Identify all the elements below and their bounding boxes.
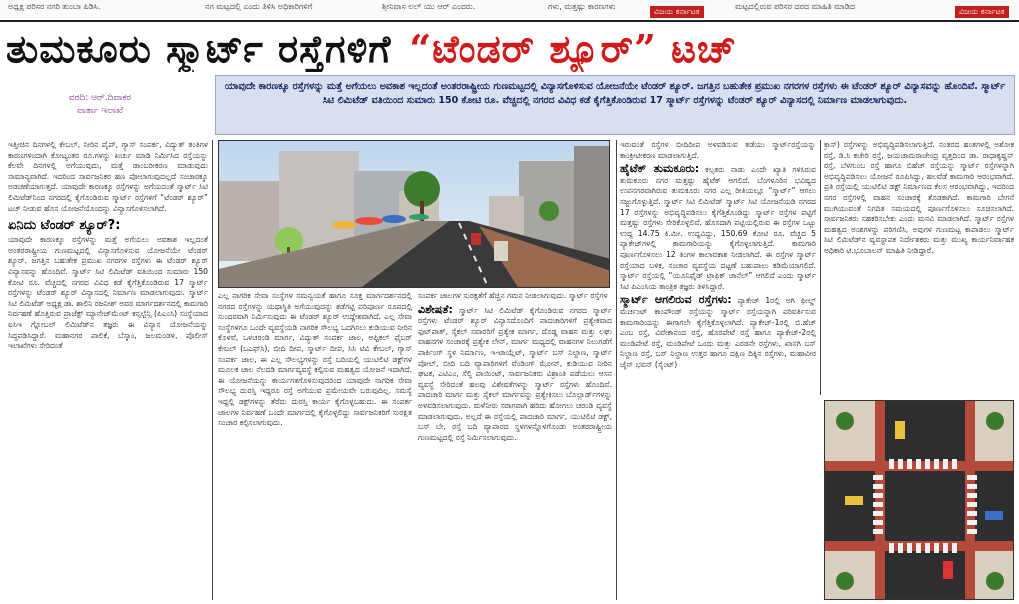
top-fragment: ನಗ ಮಟ್ಟದಲ್ಲಿ ಎಂದು ತಿಳಿಸಿ ಅಧಿಕಾರಿಗಳಿಗೆ: [205, 2, 313, 11]
column-divider: [616, 140, 617, 600]
intersection-photo: [824, 400, 1014, 600]
paragraph: ಯಾವುದೇ ಕಾರಣಕ್ಕೂ ರಸ್ತೆಗಳನ್ನು ಮತ್ತೆ ಅಗೆಯಲು ಅವಕಾಶ ಇಲ್ಲದಂತೆ ಅಂತರರಾಷ್ಟ್ರೀಯ ಗುಣಮಟ್ಟದಲ್ಲಿ ವಿನ್ಯಾಸಗೊಳಿಸುವ ಯೋಜನೆಯೇ ಟೆಂಡರ್ ಶ್ಯೂರ್. ಜಗತ್ತಿನ ಬಹುತೇಕ ಪ್ರಮುಖ ನಗರಗಳ ರಸ್ತೆಗಳು ಈ ಟೆಂಡರ್ ಶ್ಯೂರ್ ವಿನ್ಯಾಸವನ್ನು ಹೊಂದಿವೆ. ಸ್ಮಾರ್ಟ್ ಸಿಟಿ ಲಿಮಿಟೆಡ್ ವತಿಯಿಂದ ಸುಮಾರು 150 ಕೋಟಿ ರೂ. ವೆಚ್ಚದಲ್ಲಿ ನಗರದ ವಿವಿಧ ಕಡೆ ಕೈಗೆತ್ತಿಕೊಂಡಿರುವ 17 ಸ್ಮಾರ್ಟ್ ರಸ್ತೆಗಳನ್ನು ಟೆಂಡರ್ ಶ್ಯೂರ್ ವಿನ್ಯಾಸದಲ್ಲಿ ನಿರ್ಮಾಣ ಮಾಡಲಾಗುವುದು. ಸ್ಮಾರ್ಟ್ ಸಿಟಿ ಲಿಮಿಟೆಡ್ ಅಧ್ಯಕ್ಷ ಡಾ. ಶಾಲಿನಿ ರಜನೀಶ್ ಅವರ ಮಾರ್ಗದರ್ಶನದಲ್ಲಿ ಕಾಮಗಾರಿ ನಿರ್ವಹಣೆ ಹೊತ್ತಿರುವ ಪ್ರಾಜೆಕ್ಟ್ ಮ್ಯಾನೇಜ್‌ಮೆಂಟ್ ಕನ್ಸಲ್ಟೆನ್ಸಿ (ಪಿಎಂಸಿ) ಸಂಸ್ಥೆಯಾದ ಐಸಿಇ ಗ್ಲೋಬಲ್ ಲಿಮಿಟೆಡ್‌ನ ತಜ್ಞರು ಈ ವಿನ್ಯಾಸ ಯೋಜನೆಯನ್ನು ಸಿದ್ಧಪಡಿಸಿದ್ದಾರೆ. ಮಹಾನಗರ ಪಾಲಿಕೆ, ಬೆಸ್ಕಾಂ, ಜಲಮಂಡಳಿ, ಪೊಲೀಸ್ ಇಲಾಖೆಗಳು ಸೇರಿದಂತೆ: [8, 235, 208, 351]
column-5: [824, 140, 1014, 395]
top-fragment: ಶ್ರೀನಿವಾಸ ಲಲ್ ಯು ಆರ್ ಎಂದರು.: [382, 2, 476, 11]
street-photo: [218, 140, 610, 288]
intersection-render-image: [825, 401, 1014, 600]
headline-main: ತುಮಕೂರು ಸ್ಮಾರ್ಟ್ ರಸ್ತೆಗಳಿಗೆ: [6, 26, 392, 71]
paragraph: ಇರುವಂತೆ ರಸ್ತೆಗಳ ಬೀದಿದೀಪ ಅಳವಡಿಸುವ ತಡೆಯು ಸ್ಮಾರ್ಟ್‌ರಸ್ತೆಯನ್ನು ಕಾಂಕ್ರೀಟೀಕರಣ ಮಾಡಲಾಗುತ್ತಿದೆ.: [620, 140, 816, 160]
subheading: ಹೈಟೆಕ್ ತುಮಕೂರು:: [620, 162, 700, 176]
paragraph: ಕಲ್ಪತರು ನಾಡು ಎಂದೇ ಖ್ಯಾತಿ ಗಳಿಸಿರುವ ತುಮಕೂರು ನಗರ ಮತ್ತಷ್ಟು ಹೈಟೆಕ್ ಆಗಲಿದೆ. ಬೆಂಗಳೂರಿನ ಭವಿಷ್ಯದ ಉಪನಗರವಾಗಿರುವ ತುಮಕೂರು ನಗರ ಎಲ್ಲ ರೀತಿಯಲ್ಲೂ “ಸ್ಮಾರ್ಟ್” ಆಗಲು ಸಜ್ಜುಗೊಳ್ಳುತ್ತಿದೆ. ಸ್ಮಾರ್ಟ್ ಸಿಟಿ ಲಿಮಿಟೆಡ್ ಸ್ಮಾರ್ಟ್ ಸಿಟಿ ಯೋಜನೆಯಡಿ ನಗರದ 17 ರಸ್ತೆಗಳನ್ನು ಅಭಿವೃದ್ಧಿಪಡಿಸಲು ಕೈಗೆತ್ತಿಕೊಂಡಿದ್ದು ಸ್ಮಾರ್ಟ್ ರಸ್ತೆಗಳ ಪಟ್ಟಿಗೆ ಮತ್ತಷ್ಟು ರಸ್ತೆಗಳು ಸೇರಿಕೊಳ್ಳಲಿವೆ. ಹೊಸದಾಗಿ ಪಟ್ಟಿಯಲ್ಲಿರುವ ಈ ರಸ್ತೆಗಳ ಒಟ್ಟು ಉದ್ದ 14.75 ಕಿ.ಮೀ. ಉದ್ದವಿದ್ದು, 150.69 ಕೋಟಿ ರೂ. ವೆಚ್ಚದ 5 ಪ್ಯಾಕೇಜ್‌ಗಳಲ್ಲಿ ಕಾಮಗಾರಿಯನ್ನು ಕೈಗೊಳ್ಳಲಾಗುತ್ತಿದೆ. ಕಾಮಗಾರಿ ಪೂರ್ಣಗೊಳಿಸಲು 12 ತಿಂಗಳ ಕಾಲಾವಕಾಶ ನೀಡಲಾಗಿದೆ. ಈ ರಸ್ತೆಗಳ ಸ್ಮಾರ್ಟ್ ರಸ್ತೆಯಾದ ಬಳಿಕ, ಸಂಚಾರ ವ್ಯವಸ್ಥೆಯ ದಟ್ಟಣೆ ಬಹುಪಾಲು ಕಡಿಮೆಯಾಗಲಿದೆ. ಸ್ಮಾರ್ಟ್ ರಸ್ತೆಯಲ್ಲಿ “ಯೂನಿಫೈಡ್ ಟ್ರಾಫಿಕ್ ಚಾನೆಲ್” ಆಗಲಿದೆ ಎಂದು ಸ್ಮಾರ್ಟ್ ಸಿಟಿ ಪಿಎಂಸಿಯ ತಾಂತ್ರಿಕ ತಜ್ಞರು ತಿಳಿಸಿದ್ದಾರೆ.: [620, 165, 816, 291]
street-render-image: [219, 141, 610, 288]
byline: [30, 92, 170, 118]
photo-caption-text: ಎಲ್ಲ ನಾಗರಿಕ ಸೇವಾ ಸಂಸ್ಥೆಗಳ ಸಮನ್ವಯತೆ ಹಾಗೂ ಸೂಕ್ತ ಮಾರ್ಗದರ್ಶನದಲ್ಲಿ ನಗರದ ರಸ್ತೆಗಳನ್ನು ಯಥಾಸ್ಥಿತಿ ಅಗೆಯುವುದನ್ನು ತಡೆಗಟ್ಟಿ ಪರಿಪೂರ್ಣ ರೂಪದಲ್ಲಿ ಸುಂದರವಾಗಿ ನಿರ್ಮಿಸುವುದು ಈ ಟೆಂಡರ್ ಶ್ಯೂರ್ ಉದ್ದೇಶವಾಗಿದೆ. ಎಲ್ಲ ಸೇವಾ ಸಂಸ್ಥೆಗಳಿಗೂ ಒಂದೇ ವ್ಯವಸ್ಥೆಯಡಿ ನಾಗರಿಕ ಸೌಲಭ್ಯ ಒದಗಿಸಲು ಕುಡಿಯುವ ನೀರಿನ ಕೊಳವೆ, ಒಳಚರಂಡಿ ಮಾರ್ಗ, ವಿದ್ಯುತ್ ಸಂಪರ್ಕ ಜಾಲ, ಆಪ್ಟಿಕಲ್ ಫೈಬರ್ ಕೇಬಲ್ (ಒಎಫ್‌ಸಿ), ಬೀದಿ ದೀಪ, ಸ್ಮಾರ್ಟ್ ದೀಪ, ಸಿಸಿ ಟಿವಿ ಕೇಬಲ್, ಗ್ಯಾಸ್ ಸಂಪರ್ಕ ಜಾಲ, ಈ ಎಲ್ಲ ಸೌಲಭ್ಯಗಳನ್ನು ರಸ್ತೆ ಬದಿಯಲ್ಲಿ ಯುಟಿಲಿಟಿ ಡಕ್ಟ್‌ಗಳ ಮೂಲಕ ಜಾಲ ನೆಲದಡಿ ಮಾರ್ಗವ್ಯವಸ್ಥೆ ಕಲ್ಪಿಸುವ ಮಹತ್ವದ ಯೋಜನೆ ಇದಾಗಿದೆ. ಈ ಯೋಜನೆಯನ್ನು ಕಾರ್ಯಗತಗೊಳಿಸುವುದರಿಂದ ಯಾವುದೇ ನಾಗರಿಕ ಸೇವಾ ಸೌಲಭ್ಯ ದುರಸ್ತಿ ಇದ್ದರೂ ರಸ್ತೆ ಅಗೆಯುವ ಪ್ರಮೇಯವೇ ಬರುವುದಿಲ್ಲ. ಸಮಸ್ಯೆ ಇದ್ದಲ್ಲಿ ಡಕ್ಟ್‌ಗಳನ್ನು ತೆರೆದು ದುರಸ್ತಿ ಕಾರ್ಯ ಕೈಗೊಳ್ಳಬಹುದು. ಈ ಸಂಪರ್ಕ ಜಾಲಗಳ ನಿರ್ವಹಣೆ ಒಂದೇ ಮಾರ್ಗದಲ್ಲಿ ಕೈಗೊಳ್ಳಲಿದ್ದು ಸಾರ್ವಜನಿಕರಿಗೆ ಸುರಕ್ಷಿತ ಸಂಚಾರ ಕಲ್ಪಿಸಲಾಗುವುದು.: [218, 291, 412, 428]
subheading: ಏನಿದು ಟೆಂಡರ್ ಶ್ಯೂರ್?:: [8, 218, 121, 234]
byline-department: ವಾರ್ತಾ ಇಲಾಖೆ: [76, 106, 124, 116]
subheading: ಸ್ಮಾರ್ಟ್ ಆಗಲಿರುವ ರಸ್ತೆಗಳು:: [620, 293, 732, 307]
paragraph: ಸಂಪರ್ಕ ಜಾಲಗಳ ಸುರಕ್ಷತೆಗೆ ಹೆಚ್ಚಿನ ಗಮನ ನೀಡಲಾಗುವುದು. ಸ್ಮಾರ್ಟ್ ರಸ್ತೆಗಳ: [418, 291, 608, 300]
top-fragment: ಮಟ್ಟದಲ್ಲಿರುವ ಪರಿಸರ ದರದ ಮಾಹಿತಿ ಮಾಡಿದ: [735, 2, 855, 11]
top-fragment: ಗಳು, ಮತ್ತಷ್ಟು ಕಾರಣಗಳು: [548, 2, 616, 11]
paragraph: ಪ್ಯಾಕೇಜ್ 1ರಲ್ಲಿ ಅಗಿ ಫೀಲ್ಡ್ ಮೆರ್ಚಂಟ್ ಕಾಂಪೌಂಡ್ ರಸ್ತೆಯನ್ನು ಸ್ಮಾರ್ಟ್ ರಸ್ತೆಯನ್ನಾಗಿ ಪರಿವರ್ತಿಸುವ ಕಾಮಗಾರಿಯನ್ನು ಈಗಾಗಲೇ ಕೈಗೆತ್ತಿಕೊಳ್ಳಲಾಗಿದೆ. ಪ್ಯಾಕೇಜ್-1ರಲ್ಲಿ ಬಿ.ಹೆಚ್ ಎಂಬ ರಸ್ತೆ, ವಿವೇಕಾನಂದ ರಸ್ತೆ, ಹೊರಪೇಟೆ ರಸ್ತೆ ಹಾಗೂ ಪ್ಯಾಕೇಜ್-2ರಲ್ಲಿ ಮಂಡಿಪೇಟೆ ರಸ್ತೆ, ಮಂಡಿಪೇಟೆ ಒಂದು ಮತ್ತು ಎರಡನೇ ರಸ್ತೆಗಳು, ಖಾಸಗಿ ಬಸ್ ನಿಲ್ದಾಣ ರಸ್ತೆ, ಬಸ್ ನಿಲ್ದಾಣ ಉತ್ತರ ಹಾಗೂ ದಕ್ಷಿಣ ದಿಕ್ಕಿನ ರಸ್ತೆಗಳು, ಮಹಾವೀರ ಜೈನ್ ಭವನ್ (ಸೈಂಟ್): [620, 296, 816, 369]
column-divider: [212, 140, 213, 600]
column-2: [218, 291, 412, 600]
column-1: [8, 140, 208, 600]
column-4: [620, 140, 816, 600]
intro-box: ಯಾವುದೇ ಕಾರಣಕ್ಕೂ ರಸ್ತೆಗಳನ್ನು ಮತ್ತೆ ಅಗೆಯಲು ಅವಕಾಶ ಇಲ್ಲದಂತೆ ಅಂತರರಾಷ್ಟ್ರೀಯ ಗುಣಮಟ್ಟದಲ್ಲಿ ವಿನ್ಯಾಸಗೊಳಿಸುವ ಯೋಜನೆಯೇ ಟೆಂಡರ್ ಶ್ಯೂರ್. ಜಗತ್ತಿನ ಬಹುತೇಕ ಪ್ರಮುಖ ನಗರಗಳ ರಸ್ತೆಗಳು ಈ ಟೆಂಡರ್ ಶ್ಯೂರ್ ವಿನ್ಯಾಸವನ್ನು ಹೊಂದಿವೆ. ಸ್ಮಾರ್ಟ್ ಸಿಟಿ ಲಿಮಿಟೆಡ್ ವತಿಯಿಂದ ಸುಮಾರು 150 ಕೋಟಿ ರೂ. ವೆಚ್ಚದಲ್ಲಿ ನಗರದ ವಿವಿಧ ಕಡೆ ಕೈಗೆತ್ತಿಕೊಂಡಿರುವ 17 ಸ್ಮಾರ್ಟ್ ರಸ್ತೆಗಳನ್ನು ಟೆಂಡರ್ ಶ್ಯೂರ್ ವಿನ್ಯಾಸದಲ್ಲಿ ನಿರ್ಮಾಣ ಮಾಡಲಾಗುವುದು.: [215, 75, 1015, 135]
column-divider: [820, 140, 821, 395]
paragraph: ಕ್ರಾಸ್) ರಸ್ತೆಗಳನ್ನು ಅಭಿವೃದ್ಧಿಪಡಿಸಲಾಗುತ್ತಿದೆ. ನಂತರದ ಹಂತಗಳಲ್ಲಿ ಅಶೋಕ ರಸ್ತೆ, ಡಿ.ಸಿ ಕಚೇರಿ ರಸ್ತೆ, ಜಯಚಾಮರಾಜೇಂದ್ರ ವೃತ್ತದಿಂದ ಡಾ. ರಾಧಾಕೃಷ್ಣನ್ ರಸ್ತೆ, ಬೆಳಗುಂಬ ರಸ್ತೆ ಹಾಗೂ ಬಿಹೆಚ್ ರಸ್ತೆಯನ್ನು ಸ್ಮಾರ್ಟ್ ರಸ್ತೆಗಳನ್ನಾಗಿ ಅಭಿವೃದ್ಧಿಪಡಿಸಲು ಯೋಜನೆ ರೂಪಿಸಿದ್ದು, ಹಲವೆಡೆ ಕಾಮಗಾರಿ ಆರಂಭವಾಗಿದೆ. ಪ್ರತಿ ರಸ್ತೆಯಲ್ಲಿ ಯುಟಿಲಿಟಿ ಡಕ್ಟ್ ನಿರ್ಮಾಣದ ಕೆಲಸ ಆರಂಭವಾಗಿದ್ದು, ಇದರಿಂದ ನಗರ ರಸ್ತೆಗಳಲ್ಲಿ ವಾಹನ ಸಂಚಾರಕ್ಕೆ ತೊಡಕಾಗಿದೆ. ಕಾಮಗಾರಿ ಬೇಗನೆ ಮುಗಿಯುವಂತೆ ನಿಗದಿತ ಸಮಯದಲ್ಲಿ ಪೂರ್ಣಗೊಳಿಸಲು ಸೂಚಿಸಲಾಗಿದೆ. ಸಾರ್ವಜನಿಕರು ಸಹಕರಿಸಬೇಕು ಎಂದು ಮನವಿ ಮಾಡಲಾಗಿದೆ. ಸ್ಮಾರ್ಟ್ ರಸ್ತೆಗಳ ಮಹತ್ವದ ಅಂಶಗಳನ್ನು ಪರಿಗಣಿಸಿ, ಅವುಗಳ ಗುಣಮಟ್ಟ ಕಾಪಾಡಲು ಸ್ಮಾರ್ಟ್ ಸಿಟಿ ಲಿಮಿಟೆಡ್‌ನ ವ್ಯವಸ್ಥಾಪಕ ನಿರ್ದೇಶಕರು ಮತ್ತು ಮುಖ್ಯ ಕಾರ್ಯನಿರ್ವಾಹಕ ಅಧಿಕಾರಿ ಟಿ.ಭೂಬಾಲನ್ ಮಾಹಿತಿ ನೀಡಿದ್ದಾರೆ.: [824, 140, 1014, 255]
headline: [6, 26, 1014, 72]
byline-reporter: ವರದಿ: ಆರ್.ದಿವಾಕರ: [68, 93, 132, 103]
top-strip: [0, 0, 1019, 22]
top-fragment: ಅಧ್ಯಕ್ಷ ಪರಿಸರ ನಗರಿ ತುಂಬಾ ಪಿಡಿಸಿ.: [8, 2, 101, 11]
paragraph: ಸ್ಮಾರ್ಟ್ ಸಿಟಿ ಲಿಮಿಟೆಡ್ ಕೈಗೊಂಡಿರುವ ನಗರದ ಸ್ಮಾರ್ಟ್ ರಸ್ತೆಗಳು ಟೆಂಡರ್ ಶ್ಯೂರ್ ವಿನ್ಯಾಸದೊಂದಿಗೆ ಪಾದಚಾರಿಗಳಿಗೆ ಪ್ರತ್ಯೇಕವಾದ ಫುಟ್‌ಪಾತ್, ಸೈಕಲ್ ಸವಾರರಿಗೆ ಪ್ರತ್ಯೇಕ ಮಾರ್ಗ, ದೊಡ್ಡ ವಾಹನ ಮತ್ತು ಲಘು ವಾಹನಗಳ ಸಂಚಾರಕ್ಕೆ ಪ್ರತ್ಯೇಕ ಲೇನ್, ಮಾರ್ಗ ಮಧ್ಯದಲ್ಲಿ ವಾಹನಗಳ ನಿಲುಗಡೆಗೆ ಪಾರ್ಕಿಂಗ್ ಸ್ಥಳ ನಿರ್ಮಾಣ, ಇ-ಟಾಯ್ಲೆಟ್, ಸ್ಮಾರ್ಟ್ ಬಸ್ ನಿಲ್ದಾಣ, ಸ್ಮಾರ್ಟ್ ಪೋಲ್, ಬೀದಿ ಬದಿ ವ್ಯಾಪಾರಿಗಳಿಗೆ ವೆಂಡಿಂಗ್ ಝೋನ್, ಕುಡಿಯುವ ನೀರಿನ ಘಟಕ, ಎಟಿಎಂ, ಸೆಲ್ಫಿ ಪಾಯಿಂಟ್, ಸಾರ್ವಜನಿಕರು ವಿಶ್ರಾಂತಿ ಪಡೆಯಲು ಆಸನ ವ್ಯವಸ್ಥೆ ಸೇರಿದಂತೆ ಹಲವು ವಿಶೇಷತೆಗಳನ್ನು ಸ್ಮಾರ್ಟ್ ರಸ್ತೆಗಳು ಹೊಂದಿವೆ. ಪಾದಚಾರಿ ಮಾರ್ಗ ಮತ್ತು ಸೈಕಲ್ ಮಾರ್ಗವನ್ನು ಪ್ರತ್ಯೇಕಿಸಲು ಬೊಲ್ಲಾರ್ಡ್‌ಗಳನ್ನು ಅಳವಡಿಸಲಾಗುವುದು. ಮಳೆನೀರು ಸರಾಗವಾಗಿ ಹರಿದು ಹೋಗಲು ಚರಂಡಿ ವ್ಯವಸ್ಥೆ ಮಾಡಲಾಗುವುದು. ಅಲ್ಲದೆ ಈ ರಸ್ತೆಯಲ್ಲಿ ಪಾದಚಾರಿ ಮಾರ್ಗ, ಯುಟಿಲಿಟಿ ಡಕ್ಟ್, ಬಸ್ ಬೇ, ರಸ್ತೆ ಬದಿ ವ್ಯಾಪಾರದ ಸ್ಥಳಗಳನ್ನೊಳಗೊಂಡು ಅಂತರರಾಷ್ಟ್ರೀಯ ಗುಣಮಟ್ಟದಲ್ಲಿ ರಸ್ತೆ ನಿರ್ಮಿಸಲಾಗುವುದು.: [418, 305, 612, 442]
column-3: [418, 291, 612, 600]
paper-tag: ವಿಜಯ ಕರ್ನಾಟಕ: [650, 6, 704, 18]
headline-quoted: “ಟೆಂಡರ್ ಶ್ಯೂರ್” ಟಚ್: [409, 26, 737, 71]
paragraph: ಇತ್ತೀಚಿನ ದಿನಗಳಲ್ಲಿ ಕೇಬಲ್, ನೀರಿನ ಪೈಪ್, ಗ್ಯಾಸ್ ಸಂಪರ್ಕ, ವಿದ್ಯುತ್ ತಂತಿಗಳ ಕಾರಣಗಳಿಂದಾಗಿ ಕೋಟ್ಯಂತರ ರೂ.ಗಳನ್ನು ಖರ್ಚು ಮಾಡಿ ನಿರ್ಮಿಸಿದ ರಸ್ತೆಯನ್ನು ಕೆಲವೇ ದಿನಗಳಲ್ಲಿ ಅಗೆಯುವುದು, ಮತ್ತೆ ಡಾಂಬರೀಕರಣ ಮಾಡುವುದು ಸಾಮಾನ್ಯವಾಗಿದೆ. ಇದರಿಂದ ಸಾರ್ವಜನಿಕರ ಹಣ ಪೋಲಾಗುವುದಲ್ಲದೆ ಸಂಚಾರಕ್ಕೂ ಅಡಚಣೆಯಾಗುತ್ತದೆ. ಯಾವುದೇ ಕಾರಣಕ್ಕೂ ರಸ್ತೆಗಳನ್ನು ಅಗೆಯದಂತೆ ಸ್ಮಾರ್ಟ್ ಸಿಟಿ ಲಿಮಿಟೆಡ್‌ನಿಂದ ನಗರದಲ್ಲಿ ಕೈಗೊಂಡಿರುವ ಸ್ಮಾರ್ಟ್ ರಸ್ತೆಗಳಿಗೆ “ಟೆಂಡರ್ ಶ್ಯೂರ್” ಟಚ್ ನೀಡುವ ಹೊಸ ಯೋಜನೆಯೊಂದನ್ನು ವಿನ್ಯಾಸಗೊಳಿಸಲಾಗಿದೆ.: [8, 140, 208, 213]
paper-tag: ವಿಜಯ ಕರ್ನಾಟಕ: [955, 6, 1009, 18]
subheading: ವಿಶೇಷತೆ:: [418, 302, 453, 316]
